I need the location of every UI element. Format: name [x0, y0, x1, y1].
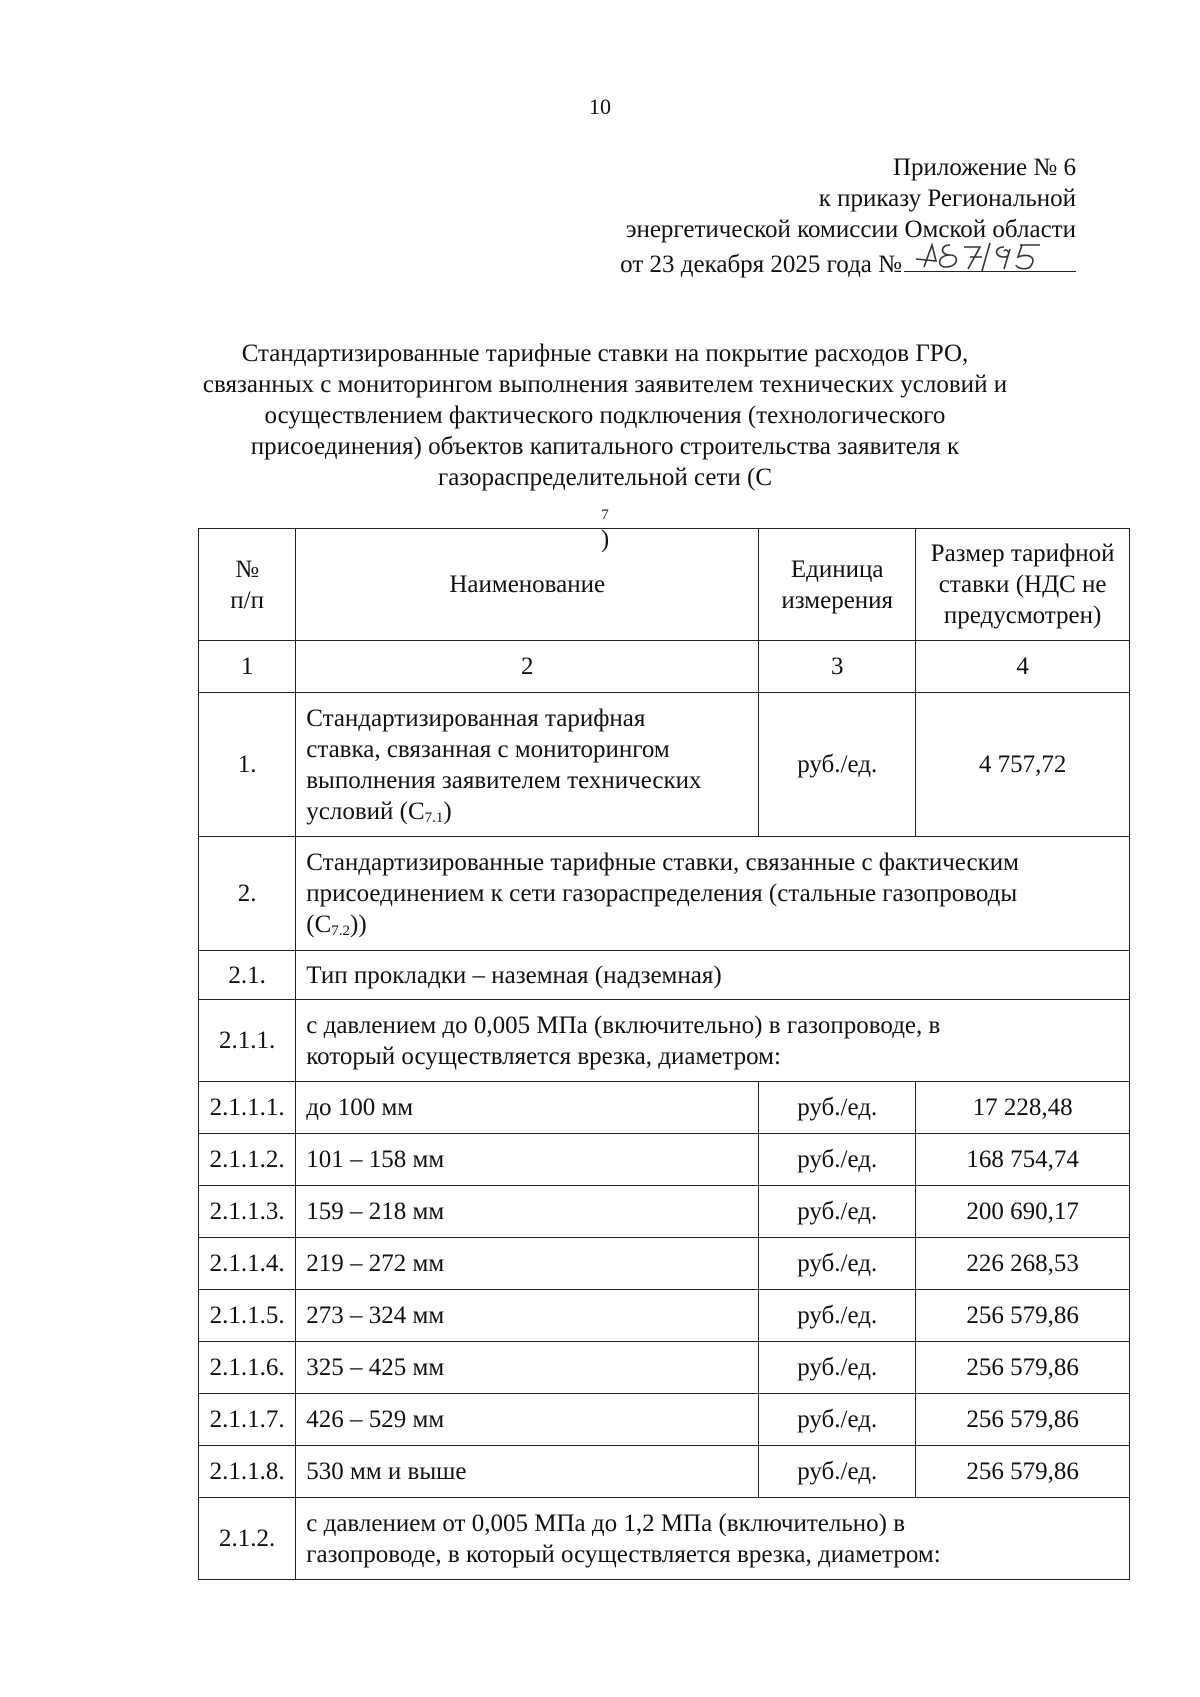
- title-line-2: связанных с мониторингом выполнения заявителем технических условий и: [202, 371, 1008, 398]
- appendix-line-3: энергетической комиссии Омской области: [625, 216, 1076, 243]
- row-name: Тип прокладки – наземная (надземная): [296, 951, 1130, 1000]
- column-number-4: 4: [916, 641, 1130, 693]
- table-row-2: [199, 837, 1130, 951]
- row-value: 256 579,86: [916, 1446, 1130, 1498]
- row-name: 325 – 425 мм: [296, 1342, 759, 1394]
- row-unit: руб./ед.: [759, 1082, 916, 1134]
- row-value: 4 757,72: [916, 693, 1130, 837]
- table-row: [199, 1394, 1130, 1446]
- row-number: 1.: [199, 693, 296, 837]
- row-number: 2.1.1.5.: [199, 1290, 296, 1342]
- row-unit: руб./ед.: [759, 693, 916, 837]
- row-name: Стандартизированная тарифная ставка, связанная с мониторингом выполнения заявителем технических условий $(С_{7.1})$: [296, 693, 759, 837]
- row-value: 256 579,86: [916, 1394, 1130, 1446]
- row-value: 168 754,74: [916, 1134, 1130, 1186]
- column-number-row: [199, 641, 1130, 693]
- column-number-3: 3: [759, 641, 916, 693]
- order-date: от 23 декабря 2025 года №: [620, 251, 902, 278]
- handwritten-number-icon: [910, 239, 1070, 273]
- row-unit: руб./ед.: [759, 1186, 916, 1238]
- header-row: [199, 529, 1130, 641]
- row-number: 2.: [199, 837, 296, 951]
- row-name: 426 – 529 мм: [296, 1394, 759, 1446]
- row-value: 17 228,48: [916, 1082, 1130, 1134]
- row-unit: руб./ед.: [759, 1238, 916, 1290]
- row-unit: руб./ед.: [759, 1290, 916, 1342]
- row-number: 2.1.2.: [199, 1498, 296, 1580]
- row-name: с давлением от 0,005 МПа до 1,2 МПа (включительно) в газопроводе, в который осуществляется врезка, диаметром:: [296, 1498, 1130, 1580]
- page-number: 10: [589, 94, 611, 119]
- row-unit: руб./ед.: [759, 1342, 916, 1394]
- row-unit: руб./ед.: [759, 1134, 916, 1186]
- table-row-2-1-2: [199, 1498, 1130, 1580]
- header-col-rate: Размер тарифной ставки (НДС не предусмотрен): [916, 529, 1130, 641]
- row-unit: руб./ед.: [759, 1446, 916, 1498]
- row-name: 273 – 324 мм: [296, 1290, 759, 1342]
- row-number: 2.1.1.6.: [199, 1342, 296, 1394]
- row-name: 101 – 158 мм: [296, 1134, 759, 1186]
- row-unit: руб./ед.: [759, 1394, 916, 1446]
- appendix-line-1: Приложение № 6: [892, 154, 1076, 181]
- tariff-table: [198, 528, 1130, 1580]
- table-row-1: [199, 693, 1130, 837]
- table-row: [199, 1290, 1130, 1342]
- appendix-line-4: [620, 245, 1076, 280]
- appendix-line-2: к приказу Региональной: [818, 185, 1076, 212]
- table-row: [199, 1342, 1130, 1394]
- row-name: 159 – 218 мм: [296, 1186, 759, 1238]
- table-row: [199, 1186, 1130, 1238]
- header-col-unit: Единица измерения: [759, 529, 916, 641]
- row-value: 256 579,86: [916, 1342, 1130, 1394]
- title-line-3: осуществлением фактического подключения (технологического: [264, 402, 946, 429]
- row-number: 2.1.1.4.: [199, 1238, 296, 1290]
- appendix-header: [620, 152, 1076, 280]
- row-number: 2.1.1.8.: [199, 1446, 296, 1498]
- row-name: до 100 мм: [296, 1082, 759, 1134]
- column-number-1: 1: [199, 641, 296, 693]
- header-col-name: Наименование: [296, 529, 759, 641]
- row-name: 219 – 272 мм: [296, 1238, 759, 1290]
- row-value: 200 690,17: [916, 1186, 1130, 1238]
- row-name: Стандартизированные тарифные ставки, связанные с фактическим присоединением к сети газораспределения (стальные газопроводы $(С_{7.2})$): [296, 837, 1130, 951]
- title-line-1: Стандартизированные тарифные ставки на покрытие расходов ГРО,: [241, 340, 969, 367]
- title-line-5: газораспределительной сети (С $_7$ ): [437, 464, 773, 553]
- row-number: 2.1.1.1.: [199, 1082, 296, 1134]
- row-number: 2.1.1.3.: [199, 1186, 296, 1238]
- row-value: 256 579,86: [916, 1290, 1130, 1342]
- order-number-handwritten: [904, 245, 1076, 272]
- row-value: 226 268,53: [916, 1238, 1130, 1290]
- table-row: [199, 1446, 1130, 1498]
- column-number-2: 2: [296, 641, 759, 693]
- table-row: [199, 1082, 1130, 1134]
- row-number: 2.1.1.7.: [199, 1394, 296, 1446]
- row-name: с давлением до 0,005 МПа (включительно) в газопроводе, в который осуществляется врезка, диаметром:: [296, 1000, 1130, 1082]
- row-number: 2.1.1.2.: [199, 1134, 296, 1186]
- table-row: [199, 1134, 1130, 1186]
- row-name: 530 мм и выше: [296, 1446, 759, 1498]
- title-line-4: присоединения) объектов капитального строительства заявителя к: [250, 433, 960, 460]
- document-title: [160, 338, 1050, 555]
- table-row: [199, 1238, 1130, 1290]
- table-row-2-1-1: [199, 1000, 1130, 1082]
- table-row-2-1: [199, 951, 1130, 1000]
- row-number: 2.1.1.: [199, 1000, 296, 1082]
- row-number: 2.1.: [199, 951, 296, 1000]
- header-col-number: № п/п: [199, 529, 296, 641]
